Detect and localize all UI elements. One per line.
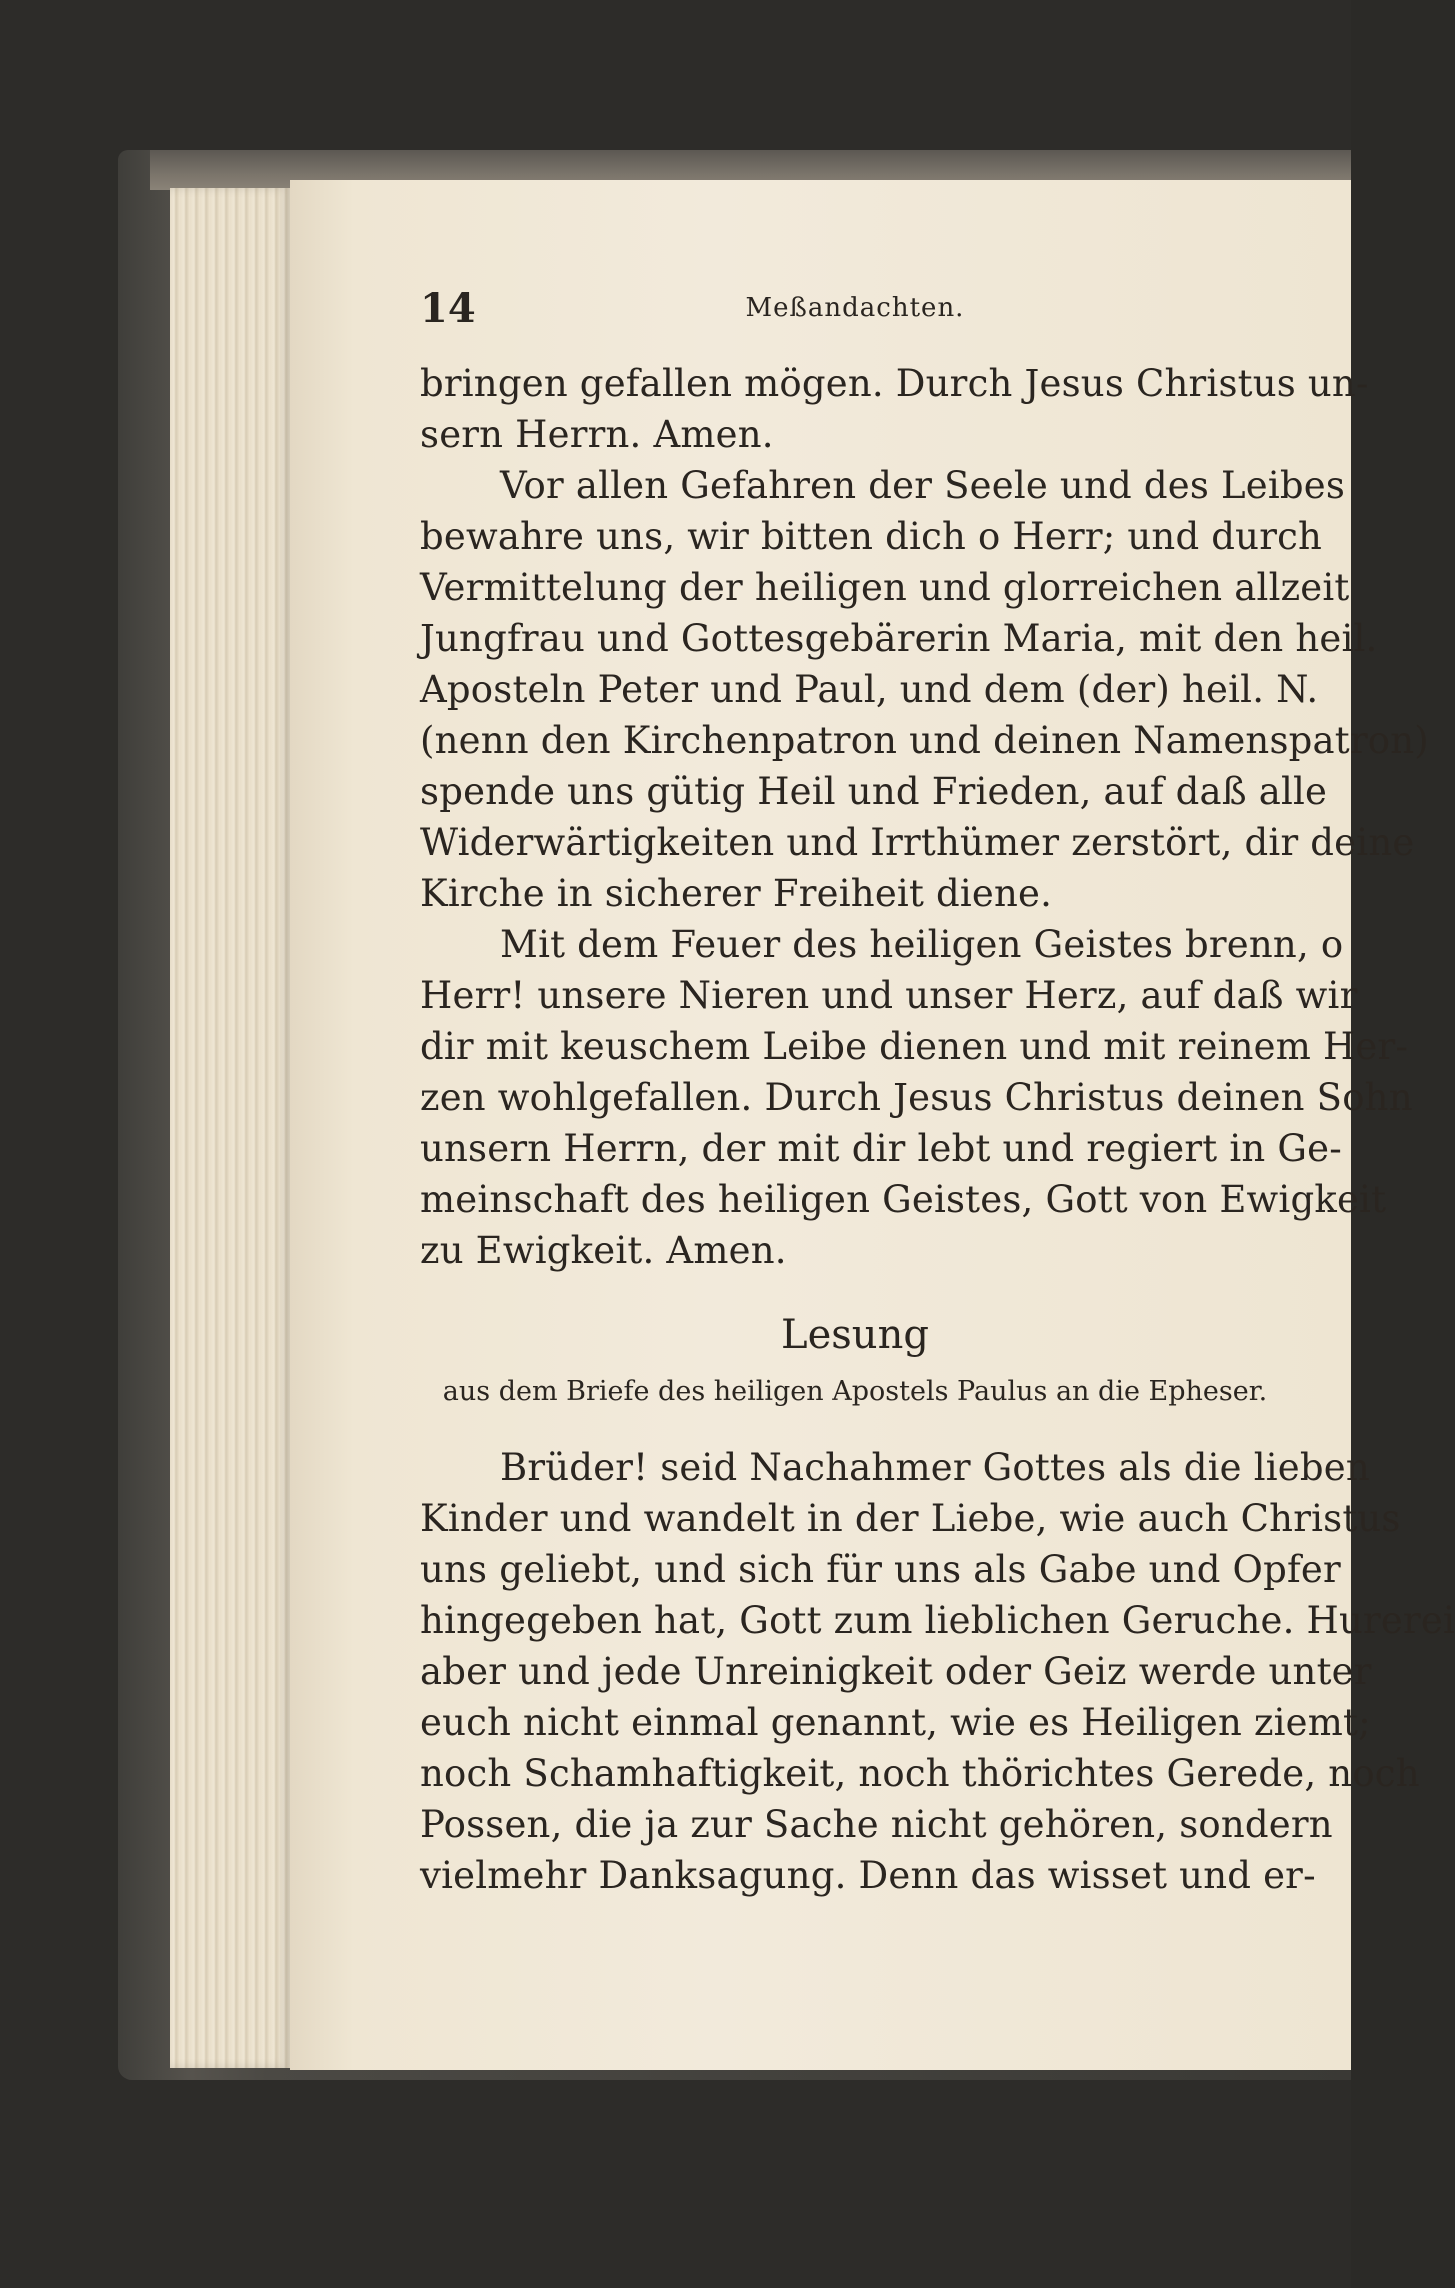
section-title: Lesung: [781, 1312, 929, 1358]
text-line: unsern Herrn, der mit dir lebt und regiert in Ge-: [420, 1127, 1342, 1170]
text-line: bringen gefallen mögen. Durch Jesus Christus un-: [420, 362, 1369, 405]
text-line: Jungfrau und Gottesgebärerin Maria, mit den heil.: [420, 617, 1378, 660]
paragraph: [420, 358, 1369, 460]
text-line: hingegeben hat, Gott zum lieblichen Geruche. Hurerei: [420, 1599, 1455, 1642]
text-line: Kirche in sicherer Freiheit diene.: [420, 872, 1053, 915]
page-header: [420, 285, 1290, 345]
text-line: Vermittelung der heiligen und glorreichen allzeit: [420, 566, 1350, 609]
text-line: Brüder! seid Nachahmer Gottes als die lieben: [500, 1446, 1370, 1489]
text-line: Possen, die ja zur Sache nicht gehören, sondern: [420, 1803, 1333, 1846]
page-number: 14: [420, 285, 476, 332]
text-line: euch nicht einmal genannt, wie es Heiligen ziemt;: [420, 1701, 1371, 1744]
text-line: Kinder und wandelt in der Liebe, wie auch Christus: [420, 1497, 1401, 1540]
text-line: bewahre uns, wir bitten dich o Herr; und durch: [420, 515, 1323, 558]
page-edges: [170, 188, 290, 2068]
text-line: noch Schamhaftigkeit, noch thörichtes Gerede, noch: [420, 1752, 1420, 1795]
text-line: zen wohlgefallen. Durch Jesus Christus deinen Sohn: [420, 1076, 1413, 1119]
text-line: Herr! unsere Nieren und unser Herz, auf daß wir: [420, 974, 1358, 1017]
page-content: [420, 180, 1455, 2070]
book-page: [290, 180, 1455, 2070]
text-line: vielmehr Danksagung. Denn das wisset und er-: [420, 1854, 1316, 1897]
body-text: [420, 358, 1455, 1901]
paragraph: [420, 1442, 1455, 1901]
text-line: zu Ewigkeit. Amen.: [420, 1229, 787, 1272]
text-line: Aposteln Peter und Paul, und dem (der) heil. N.: [420, 668, 1319, 711]
text-line: spende uns gütig Heil und Frieden, auf daß alle: [420, 770, 1328, 813]
text-line: meinschaft des heiligen Geistes, Gott von Ewigkeit: [420, 1178, 1387, 1221]
text-line: Vor allen Gefahren der Seele und des Leibes: [500, 464, 1346, 507]
text-line: uns geliebt, und sich für uns als Gabe und Opfer: [420, 1548, 1341, 1591]
running-head: Meßandachten.: [745, 293, 965, 323]
text-line: dir mit keuschem Leibe dienen und mit reinem Her-: [420, 1025, 1409, 1068]
paragraph: [420, 460, 1429, 919]
text-line: Widerwärtigkeiten und Irrthümer zerstört, dir deine: [420, 821, 1415, 864]
text-line: Mit dem Feuer des heiligen Geistes brenn, o: [500, 923, 1344, 966]
text-line: sern Herrn. Amen.: [420, 413, 774, 456]
text-line: aber und jede Unreinigkeit oder Geiz werde unter: [420, 1650, 1372, 1693]
text-line: (nenn den Kirchenpatron und deinen Namenspatron): [420, 719, 1429, 762]
paragraph: [420, 919, 1413, 1276]
section-subtitle: aus dem Briefe des heiligen Apostels Paulus an die Epheser.: [442, 1376, 1268, 1407]
